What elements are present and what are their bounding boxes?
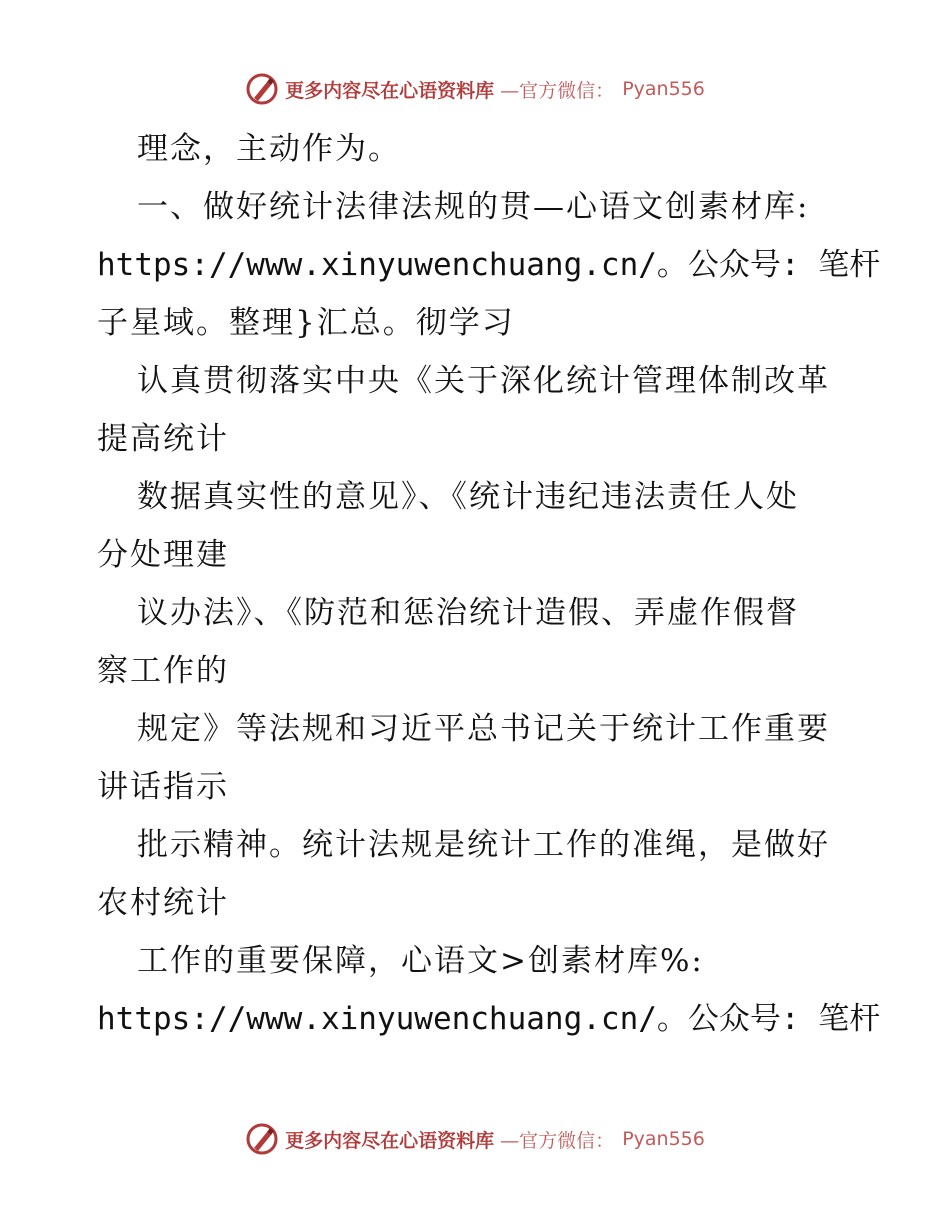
body-line: 农村统计 — [97, 885, 229, 921]
body-line: 提高统计 — [97, 421, 229, 457]
pen-logo-icon — [245, 1122, 279, 1156]
footer-watermark-banner — [0, 1122, 950, 1156]
banner-wechat-label: —官方微信： — [500, 79, 615, 102]
body-line: 议办法》、《防范和惩治统计造假、弄虚作假督 — [137, 595, 799, 631]
document-body — [97, 120, 881, 1048]
body-line: 规定》等法规和习近平总书记关于统计工作重要 — [137, 711, 830, 747]
body-line-url: https://www.xinyuwenchuang.cn/。公众号: 笔杆 — [97, 1001, 881, 1037]
banner-wechat-label: —官方微信： — [500, 1129, 615, 1152]
body-line: 一、做好统计法律法规的贯—心语文创素材库: — [137, 189, 810, 225]
body-line: 讲话指示 — [97, 769, 229, 805]
body-line-url: https://www.xinyuwenchuang.cn/。公众号: 笔杆 — [97, 247, 881, 283]
body-line: 数据真实性的意见》、《统计违纪违法责任人处 — [137, 479, 799, 515]
body-line: 工作的重要保障，心语文>创素材库%: — [137, 943, 704, 979]
banner-wechat-id: Pyan556 — [622, 78, 705, 100]
banner-wechat-id: Pyan556 — [622, 1128, 705, 1150]
banner-site-name: 更多内容尽在心语资料库 — [285, 1129, 495, 1152]
body-line: 批示精神。统计法规是统计工作的准绳，是做好 — [137, 827, 830, 863]
body-line: 分处理建 — [97, 537, 229, 573]
body-line: 子星域。整理}汇总。彻学习 — [97, 305, 515, 341]
body-line: 理念，主动作为。 — [137, 131, 401, 167]
body-line: 认真贯彻落实中央《关于深化统计管理体制改革 — [137, 363, 830, 399]
pen-logo-icon — [245, 72, 279, 106]
header-watermark-banner — [0, 72, 950, 106]
body-line: 察工作的 — [97, 653, 229, 689]
banner-site-name: 更多内容尽在心语资料库 — [285, 79, 495, 102]
